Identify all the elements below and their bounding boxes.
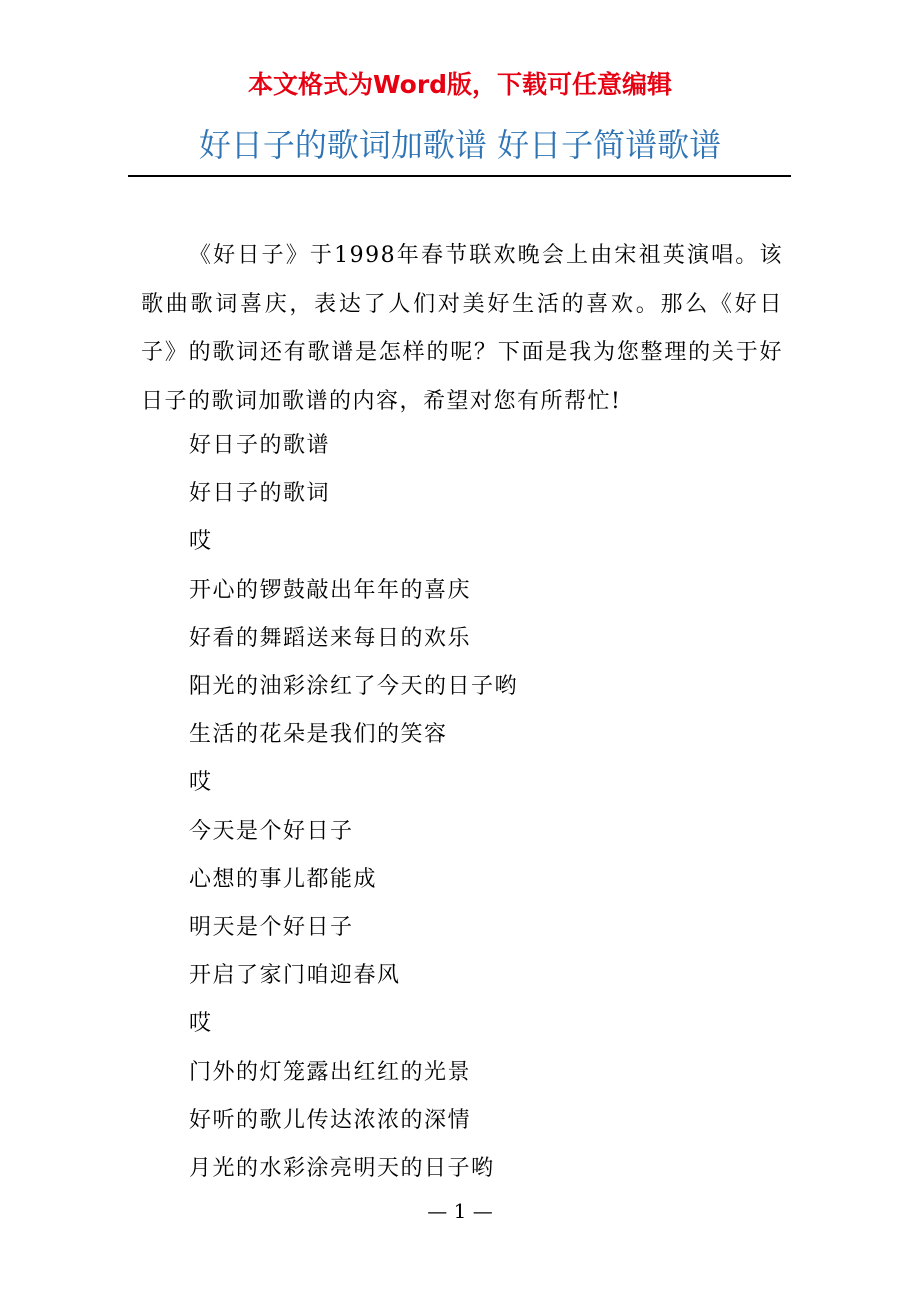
title-underline [128, 175, 791, 177]
lyrics-line: 开启了家门咱迎春风 [189, 963, 401, 989]
lyrics-line: 心想的事儿都能成 [189, 866, 378, 892]
lyrics-line: 好日子的歌谱 [189, 433, 331, 458]
lyrics-line: 哎 [189, 770, 213, 796]
lyrics-line: 明天是个好日子 [189, 915, 354, 941]
lyrics-line: 月光的水彩涂亮明天的日子哟 [189, 1156, 495, 1182]
lyrics-line: 生活的花朵是我们的笑容 [189, 722, 448, 748]
document-title: 好日子的歌词加歌谱 好日子简谱歌谱 [198, 126, 722, 164]
page-number: — 1 — [427, 1199, 493, 1223]
lyrics-line: 好听的歌儿传达浓浓的深情 [189, 1107, 472, 1133]
lyrics-line: 开心的锣鼓敲出年年的喜庆 [189, 577, 472, 603]
lyrics-line: 门外的灯笼露出红红的光景 [189, 1059, 472, 1085]
lyrics-line: 好看的舞蹈送来每日的欢乐 [189, 625, 472, 651]
lyrics-line: 哎 [189, 529, 213, 555]
lyrics-line: 今天是个好日子 [189, 818, 354, 844]
lyrics-line: 阳光的油彩涂红了今天的日子哟 [189, 674, 519, 700]
format-notice: 本文格式为Word版，下载可任意编辑 [247, 70, 673, 99]
lyrics-line: 哎 [189, 1011, 213, 1037]
intro-paragraph: 《好日子》于1998年春节联欢晚会上由宋祖英演唱。该歌曲歌词喜庆，表达了人们对美好生活的喜欢。那么《好日子》的歌词还有歌谱是怎样的呢？下面是我为您整理的关于好日子的歌词加歌谱的内容，希望对您有所帮忙! [141, 243, 783, 414]
lyrics-line: 好日子的歌词 [189, 481, 331, 507]
lyrics-list [189, 422, 518, 1193]
